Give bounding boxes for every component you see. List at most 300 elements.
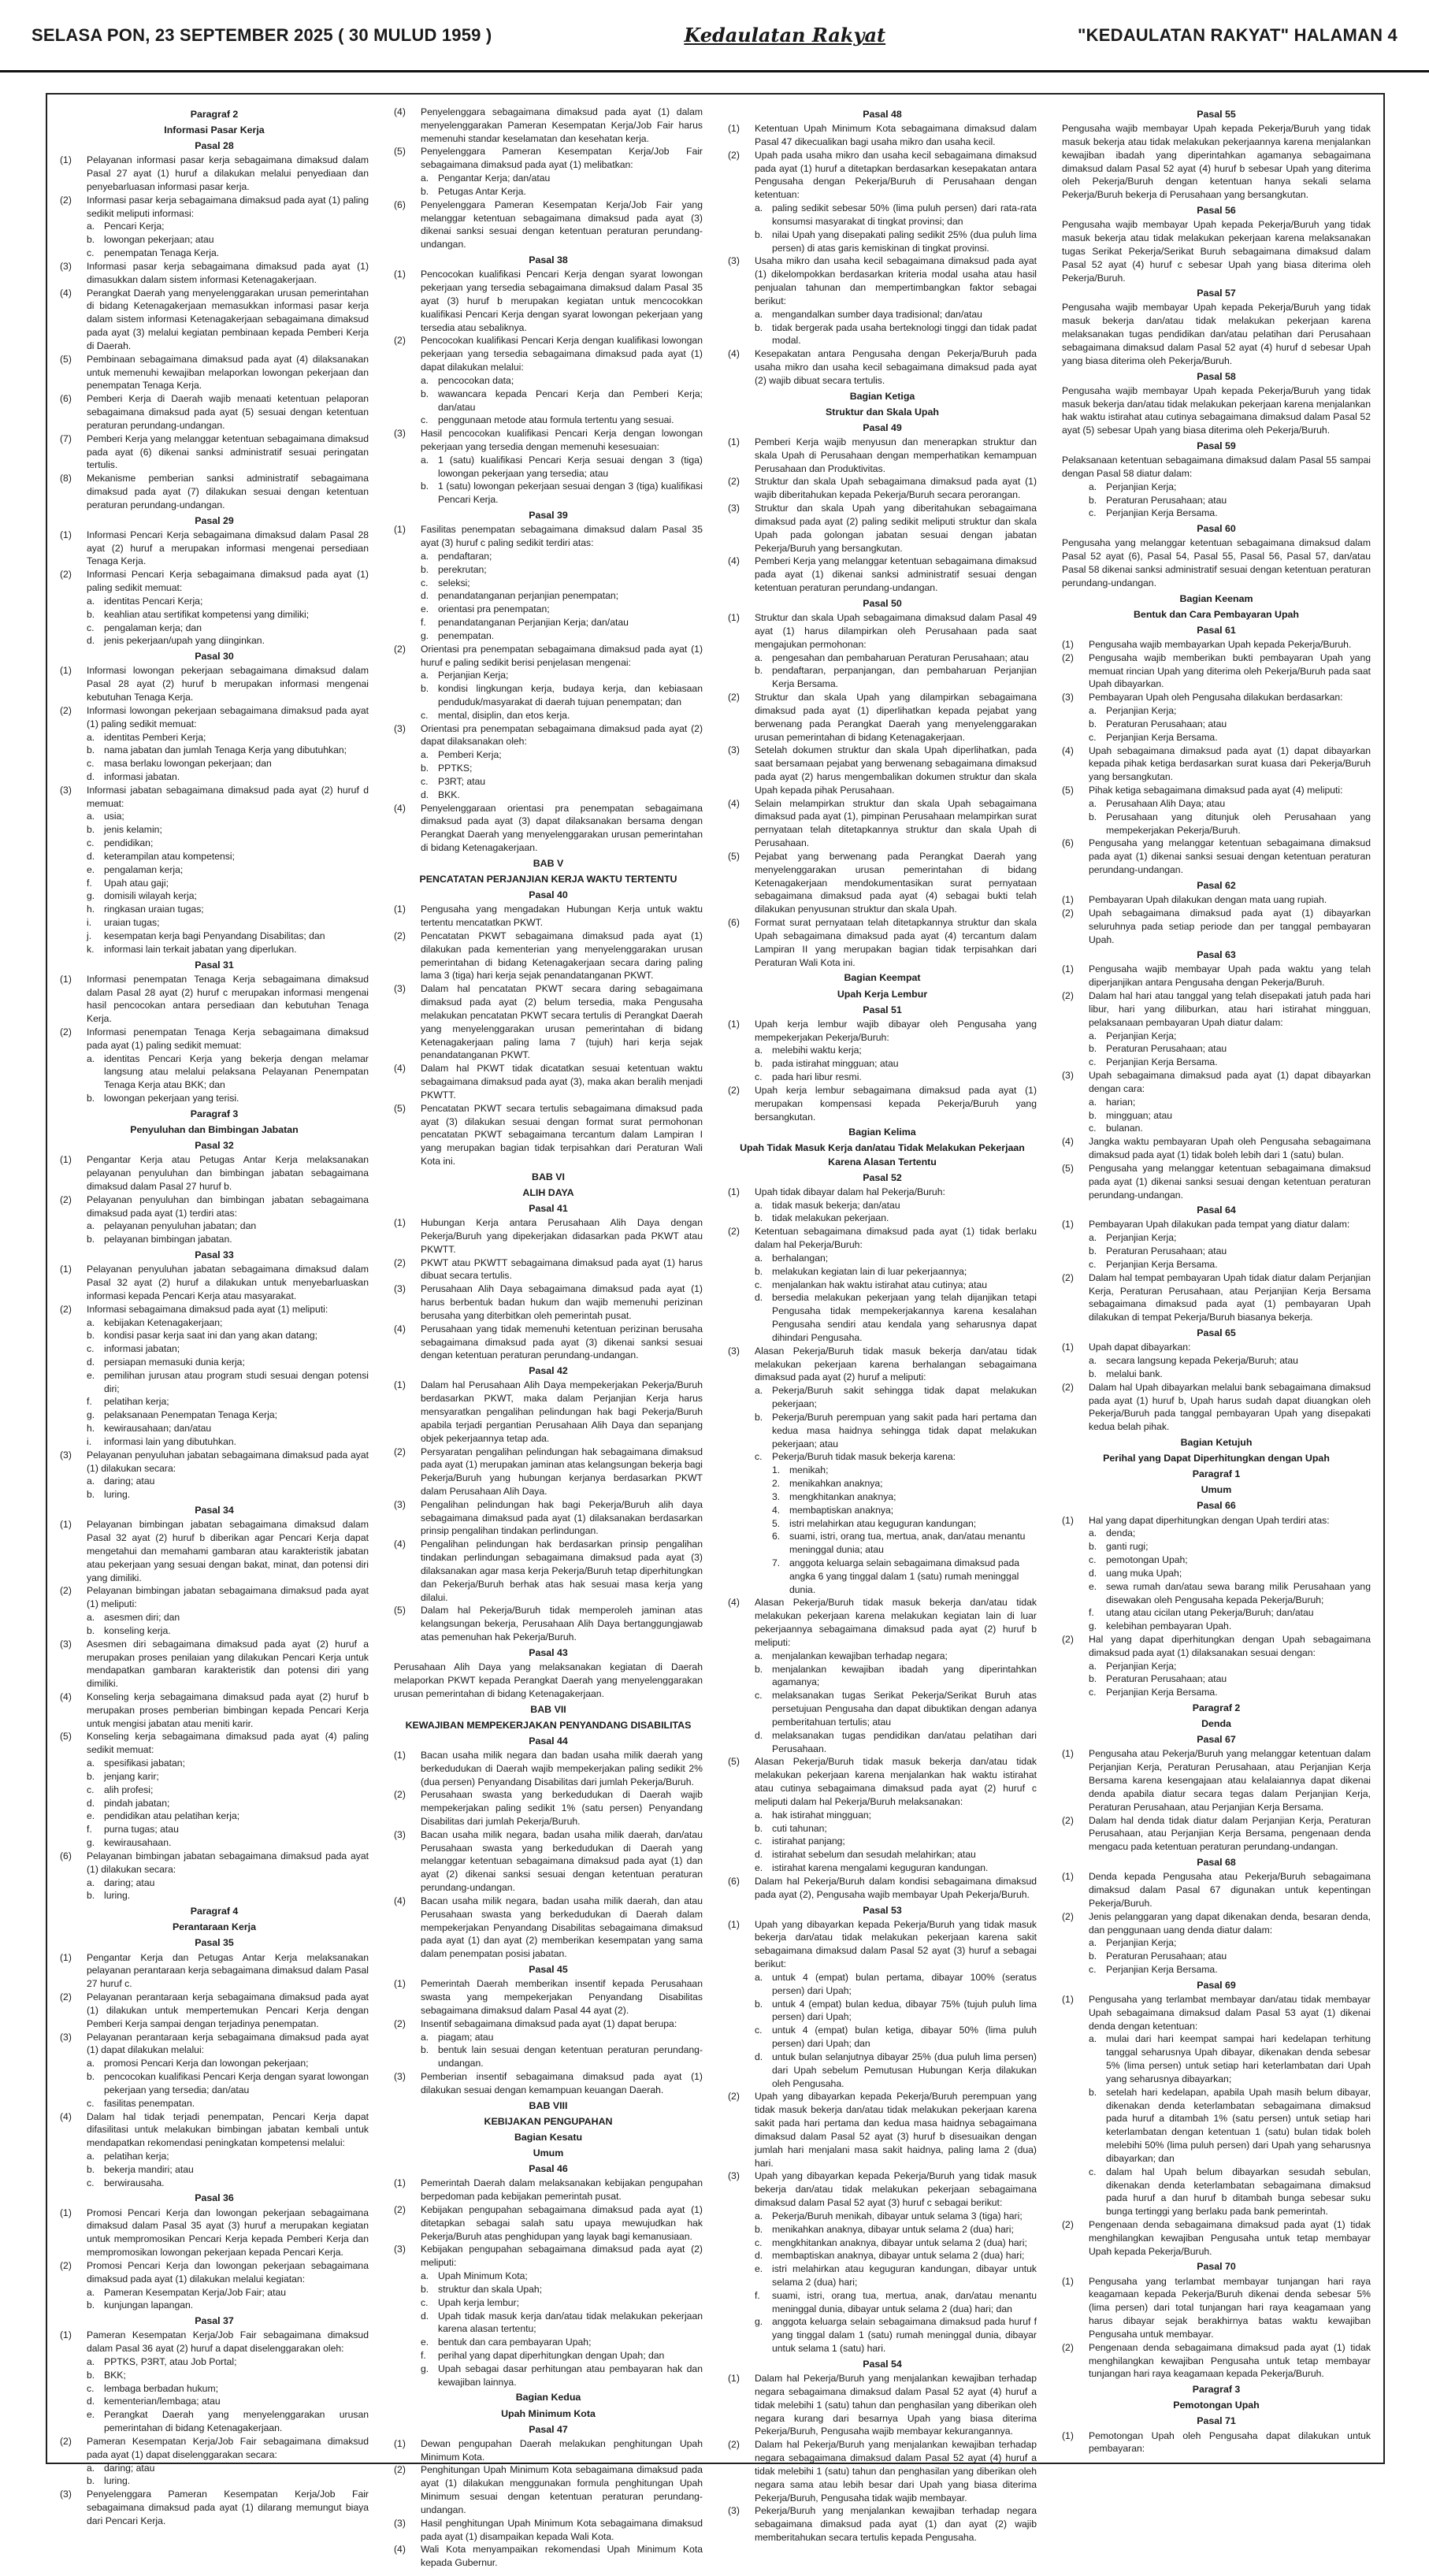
list-item — [755, 651, 1037, 665]
item-text: hak istirahat mingguan; — [772, 1809, 872, 1821]
item-text: sewa rumah dan/atau sewa barang milik Perusahaan yang disewakan oleh Pengusaha kepada Pekerja/Buruh; — [1106, 1580, 1371, 1605]
list-item — [87, 930, 369, 943]
clause-text: Upah pada usaha mikro dan usaha kecil sebagaimana dimaksud pada ayat (1) huruf a ditetapkan berdasarkan kesepakatan antara Pengusaha dengan Pekerja/Buruh di Perusahaan dengan ketentuan: — [755, 149, 1037, 201]
list-item — [87, 1823, 369, 1836]
section-heading: Pasal 46 — [529, 2163, 568, 2175]
clause-text: Setelah dokumen struktur dan skala Upah diperlihatkan, pada saat bersamaan pejabat yang berwenang sebagaimana dimaksud pada ayat (2) harus mengembalikan dokumen struktur dan skala Upah kepada pihak Perusahaan. — [755, 744, 1037, 796]
clause-text: Pengusaha yang melanggar ketentuan sebagaimana dimaksud pada ayat (1) dikenai sanksi sesuai dengan ketentuan peraturan perundang-undangan. — [1089, 837, 1371, 876]
clause-number: (3) — [60, 2489, 72, 2500]
clause-text: Pembinaan sebagaimana dimaksud pada ayat (4) dilaksanakan untuk memenuhi kewajiban melaporkan lowongan pekerjaan dan penempatan Tenaga Kerja. — [87, 353, 369, 392]
clause-text: Upah dapat dibayarkan: — [1089, 1342, 1191, 1353]
item-marker: b. — [755, 1663, 763, 1675]
section-heading: Paragraf 2 — [1192, 1702, 1241, 1714]
item-text: Perjanjian Kerja; — [1106, 705, 1177, 717]
item-marker: 6. — [772, 1531, 781, 1542]
item-marker: a. — [87, 2150, 95, 2162]
item-text: berhalangan; — [772, 1252, 829, 1264]
item-text: Perjanjian Kerja; — [1106, 1660, 1177, 1672]
list-item — [87, 608, 369, 622]
item-text: menikahkan anaknya, dibayar untuk selama 2 (dua) hari; — [772, 2223, 1014, 2235]
item-marker: b. — [421, 763, 429, 774]
clause-text: Informasi lowongan pekerjaan sebagaimana dimaksud pada ayat (1) paling sedikit memuat: — [87, 704, 369, 729]
list-item — [755, 1450, 1037, 1464]
clause-number: (2) — [60, 1193, 72, 1205]
item-text: bekerja mandiri; atau — [104, 2163, 194, 2175]
section-heading: Pasal 71 — [1197, 2415, 1236, 2427]
item-marker: c. — [421, 414, 429, 426]
item-text: kondisi lingkungan kerja, budaya kerja, dan kebiasaan penduduk/masyarakat di daerah tujuan penempatan; dan — [438, 683, 703, 707]
clause-number: (1) — [394, 1379, 406, 1391]
column-3 — [715, 95, 1049, 2576]
clause — [60, 1951, 369, 1991]
item-marker: f. — [87, 1396, 92, 1408]
item-marker: b. — [421, 563, 429, 575]
list-item — [421, 414, 703, 427]
list-item — [755, 2210, 1037, 2223]
clause-text: Penyelenggara Pameran Kesempatan Kerja/Job Fair sebagaimana dimaksud pada ayat (1) melibatkan: — [421, 146, 703, 171]
section-heading: Informasi Pasar Kerja — [164, 124, 265, 136]
item-text: istirahat sebelum dan sesudah melahirkan; atau — [772, 1849, 976, 1861]
list-item — [421, 616, 703, 629]
section-heading: Umum — [533, 2147, 564, 2158]
item-text: mengkhitankan anaknya, dibayar untuk selama 2 (dua) hari; — [772, 2236, 1027, 2248]
clause-number: (1) — [1062, 894, 1074, 906]
item-text: spesifikasi jabatan; — [104, 1758, 185, 1769]
item-marker: a. — [1089, 1096, 1097, 1108]
clause-number: (5) — [728, 850, 740, 862]
item-text: melaksanakan tugas pendidikan dan/atau pelatihan dari Perusahaan. — [772, 1729, 1037, 1754]
item-marker: b. — [755, 1998, 763, 2010]
clause-number: (2) — [60, 1303, 72, 1315]
section-heading: BAB VII — [530, 1703, 566, 1715]
item-marker: b. — [87, 2163, 95, 2175]
section-heading: Bentuk dan Cara Pembayaran Upah — [1133, 608, 1300, 620]
clause — [394, 1604, 703, 1643]
item-text: PPTKS; — [438, 763, 473, 774]
item-marker: b. — [1089, 1245, 1097, 1257]
clause-text: Pencocokan kualifikasi Pencari Kerja dengan kualifikasi lowongan pekerjaan yang tersedia sebagaimana dimaksud pada ayat (1) dapat dilakukan melalui: — [421, 335, 703, 373]
clause-text: Pelayanan penyuluhan jabatan sebagaimana dimaksud pada ayat (1) dilakukan secara: — [87, 1449, 369, 1474]
list-item — [87, 2395, 369, 2408]
list-item — [87, 757, 369, 770]
list-item — [755, 1650, 1037, 1663]
clause-number: (2) — [1062, 651, 1074, 663]
list-item — [755, 2024, 1037, 2051]
item-marker: c. — [87, 1784, 95, 1795]
item-text: Perjanjian Kerja; — [438, 670, 509, 681]
clause-text: Perusahaan Alih Daya sebagaimana dimaksud pada ayat (1) harus berbentuk badan hukum dan wajib memenuhi perizinan berusaha yang diterbitkan oleh pemerintah pusat. — [421, 1283, 703, 1321]
section-heading: KEBIJAKAN PENGUPAHAN — [484, 2115, 613, 2127]
clause — [60, 1850, 369, 1876]
clause-number: (1) — [1062, 2429, 1074, 2441]
clause-number: (3) — [728, 255, 740, 267]
list-item — [421, 2363, 703, 2389]
clause — [728, 475, 1037, 502]
item-marker: i. — [87, 917, 92, 929]
regulation-text-frame — [46, 93, 1385, 2569]
clause-text: Pengusaha yang mengadakan Hubungan Kerja untuk waktu tertentu mencatatkan PKWT. — [421, 904, 703, 929]
item-text: mental, disiplin, dan etos kerja. — [438, 709, 570, 721]
list-item — [87, 2299, 369, 2312]
clause-number: (5) — [394, 1605, 406, 1616]
clause — [60, 2435, 369, 2462]
clause-number: (2) — [1062, 1381, 1074, 1393]
item-marker: b. — [87, 2475, 95, 2487]
clause-text: Hasil penghitungan Upah Minimum Kota sebagaimana dimaksud pada ayat (1) disampaikan kepada Wali Kota. — [421, 2517, 703, 2542]
item-marker: a. — [1089, 1660, 1097, 1672]
list-item — [87, 863, 369, 877]
clause-text: Pengusaha yang terlambat membayar tunjangan hari raya keagamaan kepada Pekerja/Buruh dikenai denda sebesar 5% (lima persen) dari total tunjangan hari raya keagamaan yang harus dibayar sejak berakhirnya batas waktu kewajiban Pengusaha untuk membayar. — [1089, 2275, 1371, 2340]
clause — [1062, 638, 1371, 651]
item-marker: a. — [87, 1612, 95, 1624]
clause-text: Upah sebagaimana dimaksud pada ayat (1) dibayarkan seluruhnya pada setiap periode dan per tanggal pembayaran Upah. — [1089, 907, 1371, 945]
clause-text: Penyelenggara sebagaimana dimaksud pada ayat (1) dalam menyelenggarakan Pameran Kesempatan Kerja/Job Fair harus memenuhi standar keselamatan dan kesehatan kerja. — [421, 106, 703, 144]
item-marker: h. — [87, 904, 95, 915]
item-text: paling sedikit sebesar 50% (lima puluh persen) dari rata-rata konsumsi masyarakat di tingkat provinsi; dan — [772, 202, 1037, 227]
section-heading: Pasal 44 — [529, 1735, 568, 1746]
list-item — [421, 2283, 703, 2296]
clause — [394, 722, 703, 749]
clause-number: (2) — [394, 1256, 406, 1268]
section-heading: Paragraf 3 — [190, 1108, 239, 1119]
item-marker: a. — [755, 1809, 763, 1821]
item-text: anggota keluarga selain sebagaimana dimaksud pada huruf f yang tinggal dalam 1 (satu) rumah meninggal dunia, dibayar untuk selama 1 (satu) hari. — [772, 2316, 1037, 2355]
clause — [394, 930, 703, 982]
list-item — [87, 823, 369, 837]
clause — [728, 2504, 1037, 2544]
item-marker: i. — [87, 1435, 92, 1447]
item-marker: f. — [1089, 1607, 1094, 1619]
item-text: Pekerja/Buruh perempuan yang sakit pada hari pertama dan kedua masa haidnya sehingga tidak dapat melakukan pekerjaan; atau — [772, 1411, 1037, 1449]
item-text: istirahat panjang; — [772, 1835, 845, 1847]
clause-number: (4) — [394, 1063, 406, 1075]
item-text: keahlian atau sertifikat kompetensi yang dimiliki; — [104, 608, 310, 620]
item-marker: c. — [87, 758, 95, 770]
list-item — [87, 2369, 369, 2382]
clause-text: Upah yang dibayarkan kepada Pekerja/Buruh yang tidak masuk bekerja dan/atau tidak melakukan pekerjaan sebagaimana dimaksud dalam Pasal 52 ayat (3) huruf c sebagai berikut: — [755, 2170, 1037, 2209]
item-text: BKK; — [104, 2369, 126, 2381]
item-text: bulanan. — [1106, 1123, 1143, 1134]
clause-text: Pengenaan denda sebagaimana dimaksud pada ayat (1) tidak menghilangkan kewajiban Pengusaha untuk tetap membayar tunjangan hari raya keagamaan kepada Pekerja/Buruh. — [1089, 2341, 1371, 2380]
item-marker: c. — [87, 837, 95, 849]
clause-number: (1) — [1062, 1514, 1074, 1526]
clause-text: Struktur dan skala Upah yang diberitahukan sebagaimana dimaksud pada ayat (2) paling sedikit meliputi struktur dan skala Upah pada golongan jabatan sesuai dengan jabatan Pekerja/Buruh yang bersangkutan. — [755, 503, 1037, 554]
clause — [728, 347, 1037, 387]
item-marker: e. — [421, 2337, 429, 2348]
list-item — [772, 1557, 1037, 1596]
item-text: nilai Upah yang disepakati paling sedikit 25% (dua puluh lima persen) di atas garis kemiskinan di tingkat provinsi. — [772, 228, 1037, 254]
item-marker: h. — [87, 1423, 95, 1435]
list-item — [421, 374, 703, 388]
section-heading: Pasal 61 — [1197, 624, 1236, 636]
section-heading: Paragraf 3 — [1192, 2384, 1241, 2396]
list-item — [87, 247, 369, 260]
article-paragraph: Pengusaha yang melanggar ketentuan sebagaimana dimaksud dalam Pasal 52 ayat (6), Pasal 54, Pasal 55, Pasal 56, Pasal 57, dan/atau Pasal 58 dikenai sanksi administratif sesuai dengan ketentuan peraturan perundang-undangan. — [1062, 537, 1371, 588]
item-marker: a. — [421, 749, 429, 761]
item-marker: b. — [755, 665, 763, 677]
item-marker: c. — [1089, 1123, 1097, 1134]
list-item — [421, 480, 703, 507]
item-text: identitas Pemberi Kerja; — [104, 731, 206, 743]
item-text: Perjanjian Kerja Bersama. — [1106, 1056, 1218, 1068]
list-item — [87, 1784, 369, 1797]
clause-text: Konseling kerja sebagaimana dimaksud pada ayat (4) paling sedikit memuat: — [87, 1731, 369, 1756]
clause-number: (5) — [394, 146, 406, 158]
item-text: melaksanakan tugas Serikat Pekerja/Serikat Buruh atas persetujuan Pengusaha dan dapat dibuktikan dengan adanya pemberitahuan tertulis; atau — [772, 1690, 1037, 1728]
list-item — [772, 1530, 1037, 1557]
item-marker: e. — [87, 1369, 95, 1381]
section-heading: Pasal 30 — [195, 651, 234, 663]
section-heading: Pasal 58 — [1197, 370, 1236, 382]
clause — [1062, 1341, 1371, 1354]
section-heading: Pasal 59 — [1197, 440, 1236, 451]
clause-text: Dalam hal pencatatan PKWT secara daring sebagaimana dimaksud pada ayat (2) belum tersedia, maka Pengusaha melakukan pencatatan PKWT secara tertulis di Perangkat Daerah yang menyelenggarakan urusan pemerintahan di bidang Ketenagakerjaan paling lama 7 (tujuh) hari kerja sejak penandatanganan PKWT. — [421, 983, 703, 1061]
clause-text: Pemberi Kerja yang melanggar ketentuan sebagaimana dimaksud pada ayat (6) dikenai sanksi administratif sesuai peringatan tertulis. — [87, 432, 369, 471]
item-marker: c. — [755, 1279, 763, 1290]
list-item — [421, 563, 703, 577]
section-heading: Pasal 40 — [529, 889, 568, 901]
list-item — [87, 634, 369, 648]
item-text: untuk 4 (empat) bulan kedua, dibayar 75% (tujuh puluh lima persen) dari Upah; — [772, 1998, 1037, 2023]
clause — [394, 2463, 703, 2516]
list-item — [1089, 481, 1371, 494]
item-text: Petugas Antar Kerja. — [438, 185, 526, 197]
clause-text: Konseling kerja sebagaimana dimaksud pada ayat (2) huruf b merupakan proses pemberian bimbingan kepada Pencari Kerja untuk mengisi jabatan atau meniti karir. — [87, 1691, 369, 1729]
list-item — [1089, 1096, 1371, 1109]
item-marker: a. — [1089, 1527, 1097, 1539]
item-marker: b. — [1089, 1673, 1097, 1685]
item-text: 1 (satu) kualifikasi Pencari Kerja sesuai dengan 3 (tiga) lowongan pekerjaan yang tersedia; atau — [438, 454, 703, 479]
clause-text: Informasi lowongan pekerjaan sebagaimana dimaksud dalam Pasal 28 ayat (2) huruf b merupakan informasi mengenai kebutuhan Tenaga Kerja. — [87, 665, 369, 703]
clause-text: Pencocokan kualifikasi Pencari Kerja dengan syarat lowongan pekerjaan yang tersedia sebagaimana dimaksud dalam Pasal 35 ayat (3) huruf b merupakan kegiatan untuk mencocokkan kualifikasi Pencari Kerja dengan syarat lowongan pekerjaan yang tersedia atau sebaliknya. — [421, 269, 703, 333]
clause-text: Dalam hal Pekerja/Buruh yang menjalankan kewajiban terhadap negara sebagaimana dimaksud dalam Pasal 52 ayat (4) huruf a tidak melebihi 1 (satu) tahun dan penghasilan yang diberikan oleh negara sama atau lebih besar dari Upah yang biasa diterima Pekerja/Buruh, Pengusaha tidak wajib membayar. — [755, 2439, 1037, 2504]
clause — [394, 1828, 703, 1895]
item-marker: g. — [755, 2316, 763, 2328]
clause-text: Dalam hal Perusahaan Alih Daya mempekerjakan Pekerja/Buruh berdasarkan PKWT, maka dalam Perjanjian Kerja harus mensyaratkan pengalihan pelindungan hak bagi Pekerja/Buruh apabila terjadi pergantian Perusahaan Alih Daya dan sepanjang objek pekerjaannya tetap ada. — [421, 1379, 703, 1444]
masthead-logo: Kedaulatan Rakyat — [684, 24, 886, 46]
item-marker: c. — [421, 775, 429, 787]
clause-text: Struktur dan skala Upah sebagaimana dimaksud dalam Pasal 49 ayat (1) harus dilampirkan oleh Perusahaan pada saat mengajukan permohonan: — [755, 612, 1037, 650]
clause-number: (1) — [1062, 1993, 1074, 2005]
list-item — [87, 2286, 369, 2299]
clause — [60, 392, 369, 432]
clause-text: Perusahaan swasta yang berkedudukan di Daerah wajib mempekerjakan paling sedikit 1% (satu persen) Penyandang Disabilitas dari jumlah Pekerja/Buruh. — [421, 1789, 703, 1827]
list-item — [87, 1876, 369, 1890]
item-marker: d. — [421, 2310, 429, 2322]
clause — [1062, 1514, 1371, 1527]
item-marker: a. — [755, 1252, 763, 1264]
clause-text: Dalam hal PKWT tidak dicatatkan sesuai ketentuan waktu sebagaimana dimaksud pada ayat (3), maka akan beralih menjadi PKWTT. — [421, 1063, 703, 1101]
list-item — [421, 388, 703, 414]
clause-text: Upah sebagaimana dimaksud pada ayat (1) dapat dibayarkan kepada pihak ketiga berdasarkan surat kuasa dari Pekerja/Buruh yang bersangkutan. — [1089, 744, 1371, 783]
clause-text: Pelayanan bimbingan jabatan sebagaimana dimaksud pada ayat (1) dilakukan secara: — [87, 1850, 369, 1875]
item-text: mingguan; atau — [1106, 1109, 1173, 1121]
clause — [394, 334, 703, 373]
clause — [394, 1749, 703, 1788]
clause — [1062, 907, 1371, 946]
item-text: suami, istri, orang tua, mertua, anak, dan/atau menantu meninggal dunia, dibayar untuk selama 2 (dua) hari; dan — [772, 2289, 1037, 2314]
list-item — [421, 2296, 703, 2310]
list-item — [421, 2043, 703, 2070]
item-text: secara langsung kepada Pekerja/Buruh; atau — [1106, 1355, 1298, 1367]
item-text: pengalaman kerja; — [104, 863, 184, 875]
clause — [60, 1303, 369, 1316]
clause-number: (1) — [394, 1217, 406, 1229]
clause — [60, 194, 369, 221]
clause — [394, 106, 703, 145]
clause-text: Dalam hal hari atau tanggal yang telah disepakati jatuh pada hari libur, hari yang diliburkan, atau hari istirahat mingguan, pelaksanaan pembayaran Upah diatur dalam: — [1089, 990, 1371, 1028]
item-marker: 2. — [772, 1478, 781, 1490]
item-text: menikah; — [789, 1464, 829, 1476]
item-text: Perjanjian Kerja; — [1106, 1937, 1177, 1949]
clause-number: (4) — [60, 1691, 72, 1702]
item-marker: c. — [755, 2025, 763, 2036]
item-text: Perjanjian Kerja Bersama. — [1106, 731, 1218, 743]
clause — [60, 1584, 369, 1611]
list-item — [87, 943, 369, 956]
clause-number: (3) — [394, 428, 406, 440]
clause — [60, 568, 369, 595]
item-marker: b. — [87, 234, 95, 246]
item-marker: a. — [87, 221, 95, 232]
clause-number: (4) — [394, 2544, 406, 2556]
item-text: kewirausahaan; dan/atau — [104, 1423, 212, 1435]
item-text: kondisi pasar kerja saat ini dan yang akan datang; — [104, 1330, 318, 1342]
clause-number: (4) — [1062, 1136, 1074, 1148]
list-item — [87, 903, 369, 916]
clause-text: Hal yang dapat diperhitungkan dengan Upah terdiri atas: — [1089, 1514, 1330, 1526]
list-item — [87, 837, 369, 850]
clause-text: Pengalihan pelindungan hak berdasarkan prinsip pengalihan tindakan perlindungan sebagaimana dimaksud pada ayat (3) dilaksanakan agar masa kerja Pekerja/Buruh tetap diperhitungkan dan Pekerja/Buruh berhak atas hak sesuai masa kerja yang dilalui. — [421, 1539, 703, 1603]
item-marker: g. — [421, 2363, 429, 2374]
item-marker: c. — [755, 1835, 763, 1847]
clause-text: Kebijakan pengupahan sebagaimana dimaksud pada ayat (1) ditetapkan sebagai salah satu upaya mewujudkan hak Pekerja/Buruh atas penghidupan yang layak bagi kemanusiaan. — [421, 2203, 703, 2242]
clause-number: (1) — [1062, 1871, 1074, 1883]
clause-text: Pengantar Kerja atau Petugas Antar Kerja melaksanakan pelayanan penyuluhan dan bimbingan jabatan sebagaimana dimaksud dalam Pasal 27 huruf b. — [87, 1154, 369, 1192]
clause-text: Dalam hal tidak terjadi penempatan, Pencari Kerja dapat difasilitasi untuk melakukan bimbingan jabatan kembali untuk mendapatkan rekomendasi peningkatan kompetensi melalui: — [87, 2110, 369, 2149]
section-heading: Paragraf 4 — [190, 1906, 239, 1917]
clause-number: (3) — [728, 503, 740, 514]
clause — [1062, 784, 1371, 797]
clause-text: Ketentuan sebagaimana dimaksud pada ayat (1) tidak berlaku dalam hal Pekerja/Buruh: — [755, 1226, 1037, 1251]
list-item — [1089, 1660, 1371, 1673]
section-heading: Upah Kerja Lembur — [837, 988, 928, 1000]
item-marker: c. — [1089, 1056, 1097, 1068]
item-marker: a. — [87, 2355, 95, 2367]
list-item — [755, 1729, 1037, 1756]
clause-text: Upah sebagaimana dimaksud pada ayat (1) dapat dibayarkan dengan cara: — [1089, 1070, 1371, 1094]
clause-number: (3) — [728, 2505, 740, 2517]
section-heading: Pasal 67 — [1197, 1734, 1236, 1746]
section-heading: Pasal 56 — [1197, 205, 1236, 217]
clause-text: Pekerja/Buruh yang menjalankan kewajiban terhadap negara sebagaimana dimaksud pada ayat (1) dan ayat (2) wajib memberitahukan secara tertulis kepada Pengusaha. — [755, 2505, 1037, 2543]
list-item — [1089, 1963, 1371, 1977]
section-heading: Perantaraan Kerja — [172, 1921, 257, 1933]
item-text: cuti tahunan; — [772, 1822, 827, 1834]
item-text: jenis pekerjaan/upah yang diinginkan. — [104, 635, 265, 647]
item-marker: c. — [1089, 1258, 1097, 1270]
clause — [394, 1788, 703, 1828]
item-marker: 1. — [772, 1464, 781, 1476]
clause — [394, 1446, 703, 1498]
clause — [60, 784, 369, 811]
list-item — [1089, 1030, 1371, 1043]
item-text: perekrutan; — [438, 563, 487, 575]
section-heading: Pasal 29 — [195, 514, 234, 526]
section-heading: Pasal 64 — [1197, 1204, 1236, 1216]
clause-text: Pihak ketiga sebagaimana dimaksud pada ayat (4) meliputi: — [1089, 785, 1343, 796]
item-marker: b. — [87, 2369, 95, 2381]
list-item — [755, 1663, 1037, 1690]
item-marker: b. — [87, 1234, 95, 1245]
section-heading: Pasal 35 — [195, 1937, 234, 1949]
clause — [394, 427, 703, 454]
clause-number: (3) — [60, 1638, 72, 1650]
list-item — [772, 1490, 1037, 1504]
clause — [394, 1102, 703, 1168]
clause — [60, 2259, 369, 2286]
item-marker: b. — [421, 2283, 429, 2295]
item-marker: c. — [87, 2177, 95, 2188]
clause — [728, 1596, 1037, 1649]
list-item — [421, 172, 703, 185]
item-marker: b. — [755, 1212, 763, 1224]
clause — [1062, 1910, 1371, 1937]
clause — [728, 502, 1037, 555]
clause-text: Pemberi Kerja yang melanggar ketentuan sebagaimana dimaksud pada ayat (1) dikenai sanksi administratif sesuai dengan ketentuan peraturan perundang-undangan. — [755, 555, 1037, 594]
clause — [60, 353, 369, 392]
item-marker: b. — [1089, 494, 1097, 506]
item-text: kebijakan Ketenagakerjaan; — [104, 1316, 223, 1328]
list-item — [87, 1395, 369, 1409]
list-item — [87, 1810, 369, 1823]
list-item — [1089, 1950, 1371, 1963]
item-marker: b. — [1089, 2086, 1097, 2098]
clause-text: Promosi Pencari Kerja dan lowongan pekerjaan sebagaimana dimaksud pada ayat (1) dilakukan melalui kegiatan: — [87, 2259, 369, 2285]
item-marker: f. — [755, 2289, 760, 2301]
clause — [394, 1977, 703, 2017]
item-marker: a. — [421, 173, 429, 184]
clause-number: (2) — [1062, 2219, 1074, 2230]
clause — [728, 2090, 1037, 2170]
clause-number: (5) — [1062, 1162, 1074, 1174]
item-marker: a. — [1089, 1030, 1097, 1041]
list-item — [755, 2249, 1037, 2262]
item-marker: c. — [1089, 1963, 1097, 1975]
clause-text: Pengusaha yang melanggar ketentuan sebagaimana dimaksud pada ayat (1) dikenai sanksi sesuai dengan ketentuan peraturan perundang-undangan. — [1089, 1162, 1371, 1201]
section-heading: Pasal 57 — [1197, 288, 1236, 299]
section-heading: Denda — [1201, 1718, 1231, 1730]
section-heading: BAB VI — [532, 1171, 565, 1182]
section-heading: Pasal 62 — [1197, 879, 1236, 891]
clause-number: (6) — [1062, 837, 1074, 849]
clause — [1062, 691, 1371, 704]
clause-text: Pelayanan perantaraan kerja sebagaimana dimaksud pada ayat (1) dilakukan untuk mempertemukan Pencari Kerja dengan Pemberi Kerja sampai dengan terjadinya penempatan. — [87, 1991, 369, 2029]
clause — [394, 523, 703, 550]
clause-text: Pameran Kesempatan Kerja/Job Fair sebagaimana dimaksud dalam Pasal 36 ayat (2) huruf a dapat diselenggarakan oleh: — [87, 2329, 369, 2355]
clause-number: (1) — [60, 1154, 72, 1166]
list-item — [87, 1797, 369, 1810]
item-marker: c. — [1089, 2166, 1097, 2177]
section-heading: KEWAJIBAN MEMPEKERJAKAN PENYANDANG DISABILITAS — [405, 1719, 692, 1731]
list-item — [421, 709, 703, 722]
clause — [60, 2329, 369, 2355]
clause-text: Persyaratan pengalihan pelindungan hak sebagaimana dimaksud pada ayat (1) merupakan jaminan atas kelangsungan bekerja bagi Pekerja/Buruh yang hubungan kerjanya berdasarkan PKWT dalam Perusahaan Alih Daya. — [421, 1446, 703, 1497]
section-heading: Bagian Kedua — [515, 2392, 581, 2403]
item-marker: d. — [87, 1357, 95, 1368]
clause-number: (2) — [60, 1026, 72, 1037]
item-text: Pengantar Kerja; dan/atau — [438, 173, 551, 184]
